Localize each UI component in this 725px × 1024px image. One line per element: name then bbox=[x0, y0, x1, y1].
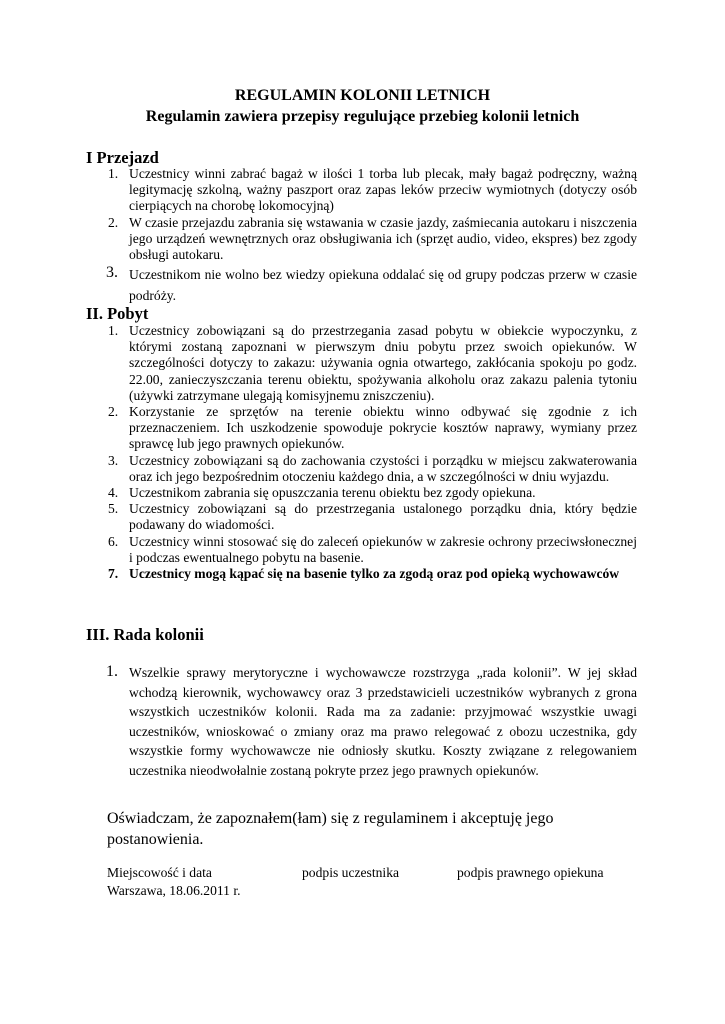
item-number: 5. bbox=[108, 501, 119, 517]
item-number: 7. bbox=[108, 566, 119, 582]
list-item bbox=[86, 166, 637, 215]
item-text: Uczestnicy zobowiązani są do zachowania czystości i porządku w miejscu zakwaterowania oraz ich jego bezpośrednim otoczeniu każdego dnia, a w szczególności w dniu wyjazdu. bbox=[129, 452, 637, 484]
list-item bbox=[86, 501, 637, 533]
item-text: Wszelkie sprawy merytoryczne i wychowawcze rozstrzyga „rada kolonii”. W jej skład wchodzą kierownik, wychowawcy oraz 3 przedstawicieli uczestników wybranych z grona wszystkich uczestników kolonii. Rada ma za zadanie: przyjmować wszystkie uwagi uczestników, wnioskować o zmiany oraz ma prawo relegować z obozu uczestnika, gdy wszystkie formy wychowawcze nie odniosły skutku. Koszty związane z relegowaniem uczestnika nieodwołalnie zostaną pokryte przez jego prawnych opiekunów. bbox=[129, 665, 637, 778]
item-text: W czasie przejazdu zabrania się wstawania w czasie jazdy, zaśmiecania autokaru i niszczenia jego urządzeń wewnętrznych oraz obsługiwania ich (sprzęt audio, video, ekspres) bez zgody obsługi autokaru. bbox=[129, 214, 637, 263]
item-number: 1. bbox=[108, 323, 119, 338]
section-list-rada-kolonii bbox=[86, 663, 637, 780]
item-text: Uczestnicy winni stosować się do zaleceń opiekunów w zakresie ochrony przeciwsłonecznej i podczas ewentualnego pobytu na basenie. bbox=[129, 533, 637, 565]
item-number: 4. bbox=[108, 485, 119, 501]
section-list-pobyt bbox=[86, 323, 637, 582]
document-title: REGULAMIN KOLONII LETNICH bbox=[234, 87, 491, 104]
participant-signature-label: podpis uczestnika bbox=[302, 865, 400, 880]
item-text: Korzystanie ze sprzętów na terenie obiektu winno odbywać się zgodnie z ich przeznaczeniem. Ich uszkodzenie spowoduje pokrycie kosztów naprawy, wymiany przez sprawcę lub jego prawnych opiekunów. bbox=[129, 404, 637, 452]
list-item bbox=[86, 404, 637, 453]
item-number: 1. bbox=[106, 663, 118, 680]
guardian-signature-label: podpis prawnego opiekuna bbox=[457, 865, 604, 880]
document-subtitle: Regulamin zawiera przepisy regulujące przebieg kolonii letnich bbox=[145, 108, 580, 125]
item-text: Uczestnikom zabrania się opuszczania terenu obiektu bez zgody opiekuna. bbox=[129, 485, 536, 501]
item-number: 3. bbox=[106, 264, 118, 282]
item-number: 2. bbox=[108, 404, 119, 420]
section-list-przejazd bbox=[86, 166, 637, 306]
item-text: Uczestnicy zobowiązani są do przestrzegania zasad pobytu w obiekcie wypoczynku, z którymi zostaną zapoznani w pierwszym dniu pobytu przez swoich opiekunów. W szczególności dotyczy to zakazu: używania ognia otwartego, zakłócania spokoju po godz. 22.00, zanieczyszczania terenu obiektu, spożywania alkoholu oraz zakazu palenia tytoniu (używki zatrzymane ulegają komisyjnemu zniszczeniu). bbox=[129, 323, 637, 403]
item-text: Uczestnicy zobowiązani są do przestrzegania ustalonego porządku dnia, który będzie podawany do wiadomości. bbox=[129, 501, 637, 533]
place-date-value: Warszawa, 18.06.2011 r. bbox=[107, 883, 241, 898]
item-number: 3. bbox=[108, 452, 119, 468]
item-text: Uczestnikom nie wolno bez wiedzy opiekuna oddalać się od grupy podczas przerw w czasie podróży. bbox=[129, 267, 637, 304]
list-item bbox=[86, 485, 637, 501]
item-number: 6. bbox=[108, 533, 119, 549]
item-text: Uczestnicy winni zabrać bagaż w ilości 1 torba lub plecak, mały bagaż podręczny, ważną legitymację szkolną, ważny paszport oraz zapas leków przeciw wymiotnych (dotyczy osób cierpiących na chorobę lokomocyjną) bbox=[129, 166, 637, 214]
list-item bbox=[86, 264, 637, 306]
list-item bbox=[86, 663, 637, 780]
section-heading-rada-kolonii: III. Rada kolonii bbox=[86, 625, 204, 644]
list-item bbox=[86, 534, 637, 566]
list-item bbox=[86, 215, 637, 264]
item-number: 1. bbox=[108, 166, 119, 181]
item-number: 2. bbox=[108, 214, 119, 230]
item-text: Uczestnicy mogą kąpać się na basenie tylko za zgodą oraz pod opieką wychowawców bbox=[129, 566, 620, 582]
section-heading-pobyt: II. Pobyt bbox=[86, 304, 149, 323]
list-item bbox=[86, 323, 637, 404]
declaration-statement: Oświadczam, że zapoznałem(łam) się z regulaminem i akceptuję jego postanowienia. bbox=[107, 810, 554, 848]
list-item bbox=[86, 453, 637, 485]
list-item bbox=[86, 566, 637, 582]
section-heading-przejazd: I Przejazd bbox=[86, 148, 159, 167]
place-date-label: Miejscowość i data bbox=[107, 865, 212, 880]
